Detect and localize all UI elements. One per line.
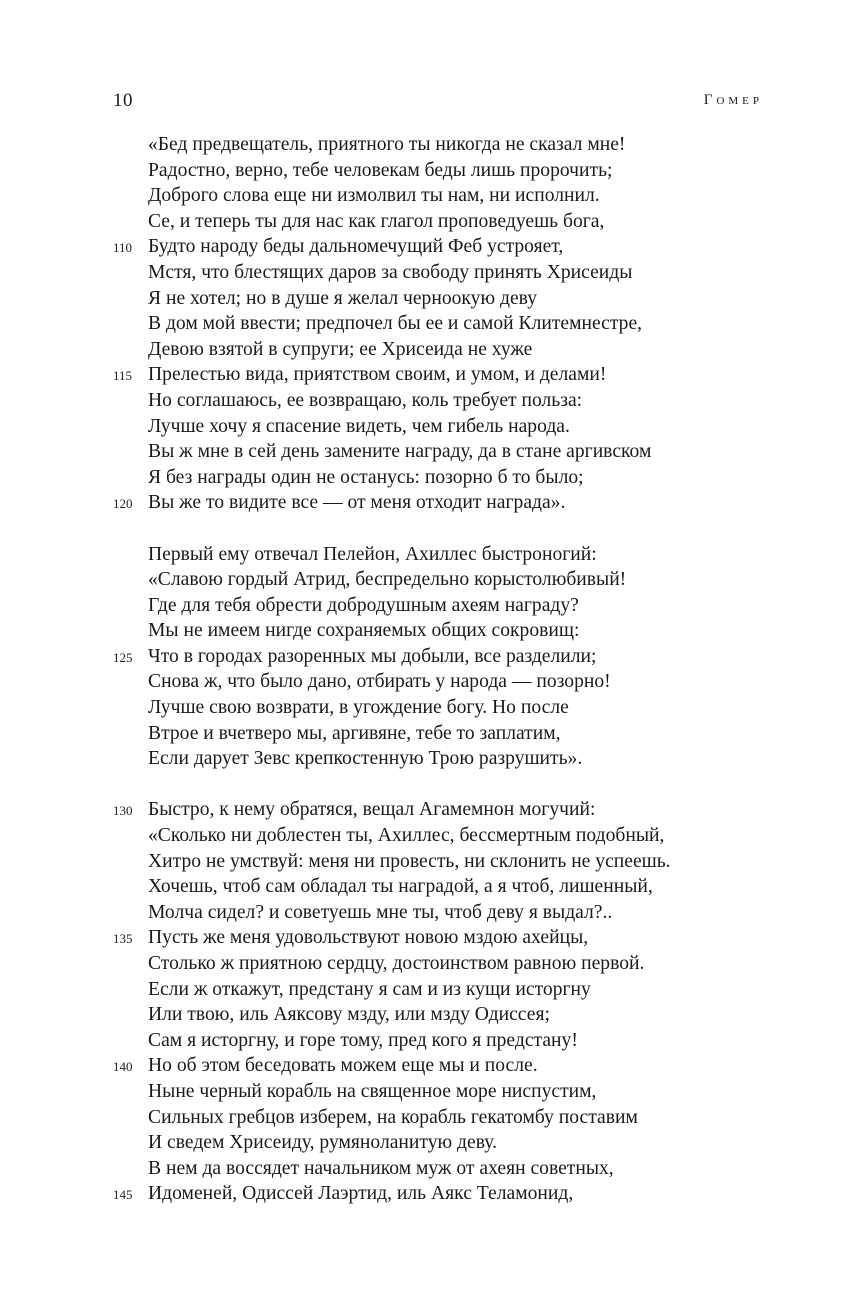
verse-line <box>0 746 845 772</box>
verse-text: Хочешь, чтоб сам обладал ты наградой, а я чтоб, лишенный, <box>148 876 653 898</box>
verse-text: Лучше хочу я спасение видеть, чем гибель народа. <box>148 415 570 437</box>
verse-line <box>0 669 845 695</box>
verse-text: Если ж откажут, предстану я сам и из кущи исторгну <box>148 978 591 1000</box>
stanza-break <box>0 516 845 542</box>
verse-line <box>0 209 845 235</box>
line-number: 115 <box>113 368 133 384</box>
verse-line <box>0 593 845 619</box>
verse-text: Девою взятой в супруги; ее Хрисеида не хуже <box>148 338 533 360</box>
verse-line <box>0 1181 845 1207</box>
line-number: 145 <box>113 1187 133 1203</box>
line-number: 135 <box>113 931 133 947</box>
page-number: 10 <box>113 90 133 111</box>
verse-text: Втрое и вчетверо мы, аргивяне, тебе то заплатим, <box>148 722 561 744</box>
line-number: 130 <box>113 803 133 819</box>
verse-text: Если дарует Зевс крепкостенную Трою разрушить». <box>148 748 583 770</box>
verse-text: Пусть же меня удовольствуют новою мздою ахейцы, <box>148 927 589 949</box>
verse-line <box>0 234 845 260</box>
verse-text: Радостно, верно, тебе человекам беды лишь пророчить; <box>148 159 613 181</box>
verse-text: Сильных гребцов изберем, на корабль гекатомбу поставим <box>148 1106 638 1128</box>
verse-line <box>0 311 845 337</box>
verse-line <box>0 1156 845 1182</box>
verse-text: Снова ж, что было дано, отбирать у народа — позорно! <box>148 671 611 693</box>
verse-text: Столько ж приятною сердцу, достоинством равною первой. <box>148 953 645 974</box>
verse-text: Доброго слова еще ни измолвил ты нам, ни исполнил. <box>148 185 600 207</box>
verse-line <box>0 849 845 875</box>
poem-text <box>0 132 845 1207</box>
verse-text: Хитро не умствуй: меня ни провесть, ни склонить не успеешь. <box>148 850 671 872</box>
verse-text: Молча сидел? и советуешь мне ты, чтоб деву я выдал?.. <box>148 901 613 923</box>
verse-text: Но об этом беседовать можем еще мы и после. <box>148 1055 538 1077</box>
verse-text: Се, и теперь ты для нас как глагол проповедуешь бога, <box>148 210 605 232</box>
verse-line <box>0 567 845 593</box>
verse-text: Я не хотел; но в душе я желал черноокую деву <box>148 287 538 309</box>
verse-text: Сам я исторгну, и горе тому, пред кого я предстану! <box>148 1029 578 1051</box>
verse-line <box>0 823 845 849</box>
verse-text: Первый ему отвечал Пелейон, Ахиллес быстроногий: <box>148 543 597 565</box>
verse-text: И сведем Хрисеиду, румяноланитую деву. <box>148 1132 498 1154</box>
verse-text: Будто народу беды дальномечущий Феб устрояет, <box>148 236 564 258</box>
verse-line <box>0 158 845 184</box>
verse-line <box>0 337 845 363</box>
verse-line <box>0 695 845 721</box>
verse-line <box>0 1002 845 1028</box>
verse-text: Я без награды один не останусь: позорно б то было; <box>148 466 584 488</box>
verse-line <box>0 183 845 209</box>
verse-line <box>0 977 845 1003</box>
verse-text: Где для тебя обрести добродушным ахеям награду? <box>148 594 579 616</box>
verse-text: «Славою гордый Атрид, беспредельно корыстолюбивый! <box>148 569 627 591</box>
verse-line <box>0 1130 845 1156</box>
line-number: 120 <box>113 496 133 512</box>
verse-line <box>0 490 845 516</box>
verse-line <box>0 925 845 951</box>
verse-text: Но соглашаюсь, ее возвращаю, коль требует польза: <box>148 389 583 411</box>
verse-line <box>0 797 845 823</box>
verse-text: «Сколько ни доблестен ты, Ахиллес, бессмертным подобный, <box>148 825 665 847</box>
stanza-break <box>0 772 845 798</box>
verse-line <box>0 439 845 465</box>
verse-line <box>0 414 845 440</box>
verse-text: Вы же то видите все — от меня отходит награда». <box>148 492 566 514</box>
verse-line <box>0 874 845 900</box>
verse-text: Прелестью вида, приятством своим, и умом, и делами! <box>148 364 607 386</box>
verse-text: В дом мой ввести; предпочел бы ее и самой Клитемнестре, <box>148 313 643 335</box>
verse-text: Или твою, иль Аяксову мзду, или мзду Одиссея; <box>148 1004 550 1026</box>
verse-line <box>0 260 845 286</box>
verse-line <box>0 286 845 312</box>
verse-text: Ныне черный корабль на священное море ниспустим, <box>148 1080 597 1102</box>
verse-line <box>0 388 845 414</box>
verse-text: Быстро, к нему обратяся, вещал Агамемнон могучий: <box>148 799 596 821</box>
verse-line <box>0 900 845 926</box>
verse-text: Мы не имеем нигде сохраняемых общих сокровищ: <box>148 620 580 642</box>
line-number: 110 <box>113 240 133 256</box>
verse-text: В нем да воссядет начальником муж от ахеян советных, <box>148 1157 614 1179</box>
verse-line <box>0 542 845 568</box>
verse-text: Мстя, что блестящих даров за свободу принять Хрисеиды <box>148 261 633 283</box>
verse-line <box>0 618 845 644</box>
page-header <box>113 90 763 114</box>
verse-line <box>0 465 845 491</box>
verse-line <box>0 951 845 977</box>
verse-line <box>0 721 845 747</box>
line-number: 140 <box>113 1059 133 1075</box>
verse-line <box>0 362 845 388</box>
verse-line <box>0 1079 845 1105</box>
line-number: 125 <box>113 649 133 665</box>
verse-text: Вы ж мне в сей день замените награду, да в стане аргивском <box>148 441 652 463</box>
verse-text: Что в городах разоренных мы добыли, все разделили; <box>148 645 597 667</box>
verse-line <box>0 1105 845 1131</box>
verse-text: Идоменей, Одиссей Лаэртид, иль Аякс Теламонид, <box>148 1183 574 1205</box>
verse-line <box>0 1028 845 1054</box>
verse-line <box>0 1053 845 1079</box>
running-head: Гомер <box>703 92 763 108</box>
verse-text: Лучше свою возврати, в угождение богу. Но после <box>148 697 569 719</box>
verse-line <box>0 644 845 670</box>
verse-line <box>0 132 845 158</box>
verse-text: «Бед предвещатель, приятного ты никогда не сказал мне! <box>148 134 626 155</box>
